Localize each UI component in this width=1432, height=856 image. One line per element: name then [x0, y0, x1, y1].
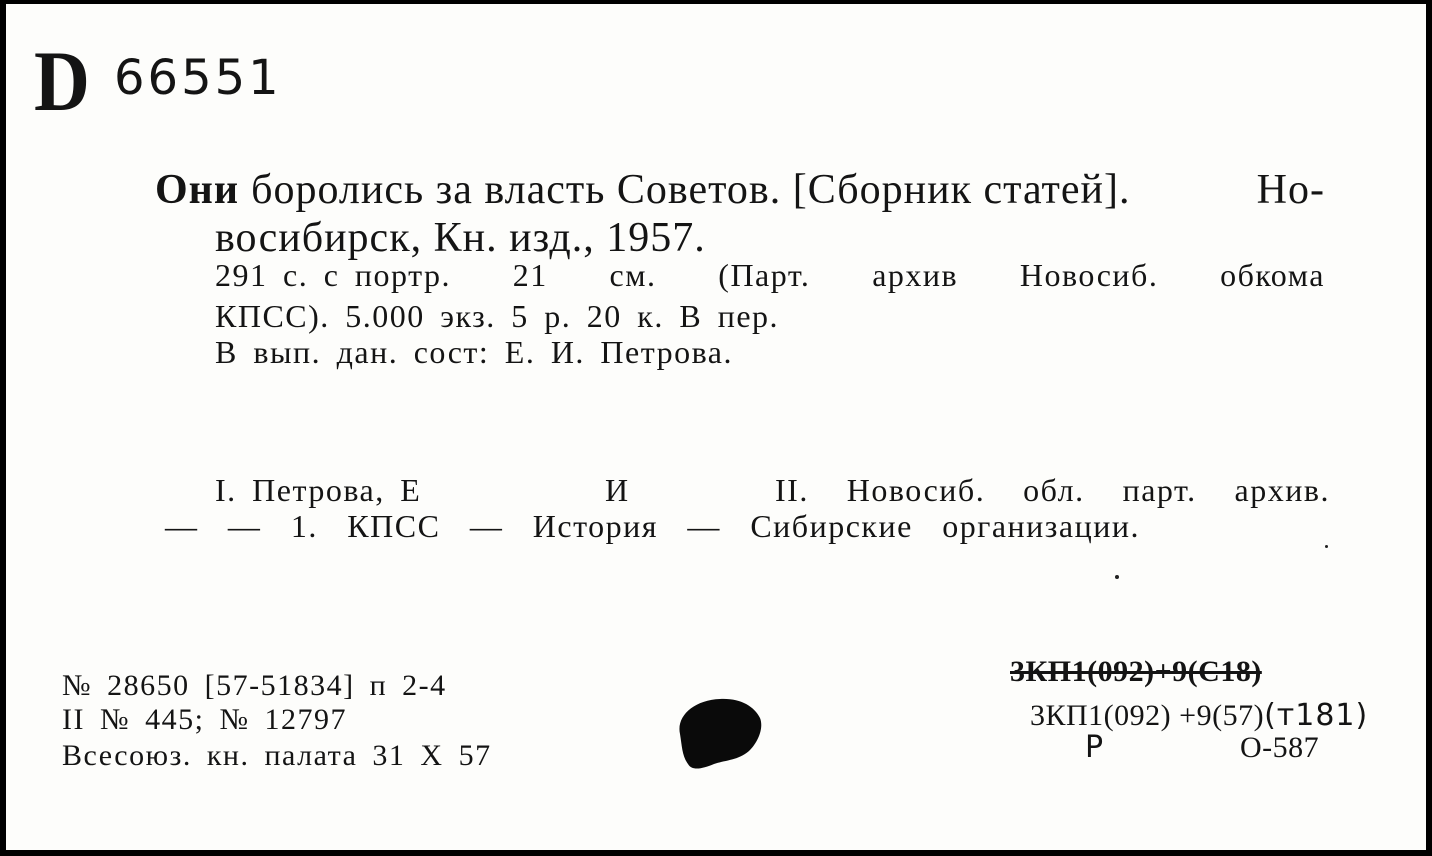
subject-tracing — [165, 507, 1140, 545]
library-stamp-letter: D — [34, 33, 90, 129]
tracing-corporate — [775, 471, 1330, 509]
title-line — [155, 166, 1325, 214]
collation-word: обкома — [1220, 257, 1325, 293]
title-hyphen-part: Но- — [1256, 167, 1325, 213]
author-mark: О-587 — [1240, 731, 1320, 764]
imprint-line-1: № 28650 [57-51834] п 2-4 — [62, 669, 447, 702]
collation-word: 21 — [512, 257, 548, 293]
tracing-word: II. — [775, 472, 809, 508]
collation-line-2: КПСС). 5.000 экз. 5 р. 20 к. В пер. — [215, 298, 780, 334]
subject-token: 1. — [290, 508, 318, 544]
classification-handwritten: (т181) — [1264, 698, 1369, 733]
subject-token: Сибирские — [750, 508, 913, 544]
title-main — [155, 166, 1131, 214]
compiler-note: В вып. дан. сост: Е. И. Петрова. — [215, 334, 733, 370]
tracing-word: парт. — [1122, 472, 1197, 508]
tracing-initial: И — [605, 472, 630, 508]
title-continuation: восибирск, Кн. изд., 1957. — [215, 215, 706, 261]
tracing-word: Новосиб. — [846, 472, 986, 508]
subject-token: — — [687, 508, 721, 544]
tracing-word: обл. — [1023, 472, 1085, 508]
title-lead-word: Они — [155, 167, 240, 213]
collation-word: 291 с. с портр. — [215, 257, 451, 293]
speck — [1325, 545, 1328, 548]
author-mark-letter: Р — [1085, 730, 1105, 765]
classification-struck: 3КП1(092)+9(С18) — [1010, 655, 1262, 688]
subject-token: — — [469, 508, 504, 544]
collation-word: см. — [609, 257, 657, 293]
collation-word: (Парт. — [718, 257, 811, 293]
accession-number: 66551 — [114, 50, 282, 106]
ink-blot — [672, 694, 764, 774]
title-rest: боролись за власть Советов. [Сборник статей]. — [251, 167, 1131, 213]
collation-line-1 — [215, 256, 1325, 294]
collation-word: архив — [872, 257, 959, 293]
collation-word: Новосиб. — [1019, 257, 1159, 293]
subject-token: История — [532, 508, 658, 544]
subject-token: — — [227, 508, 262, 544]
tracing-person: I. Петрова, Е — [215, 472, 422, 508]
catalog-card — [6, 4, 1426, 850]
imprint-line-3: Всесоюз. кн. палата 31 X 57 — [62, 739, 492, 772]
speck — [1115, 575, 1119, 579]
subject-token: КПСС — [347, 508, 441, 544]
tracing-word: архив. — [1234, 472, 1330, 508]
classification-printed: 3КП1(092) +9(57) — [1030, 699, 1265, 732]
classification-corrected — [1030, 699, 1368, 733]
subject-token: — — [165, 508, 199, 544]
imprint-line-2: II № 445; № 12797 — [62, 703, 348, 736]
subject-token: организации. — [942, 508, 1140, 544]
